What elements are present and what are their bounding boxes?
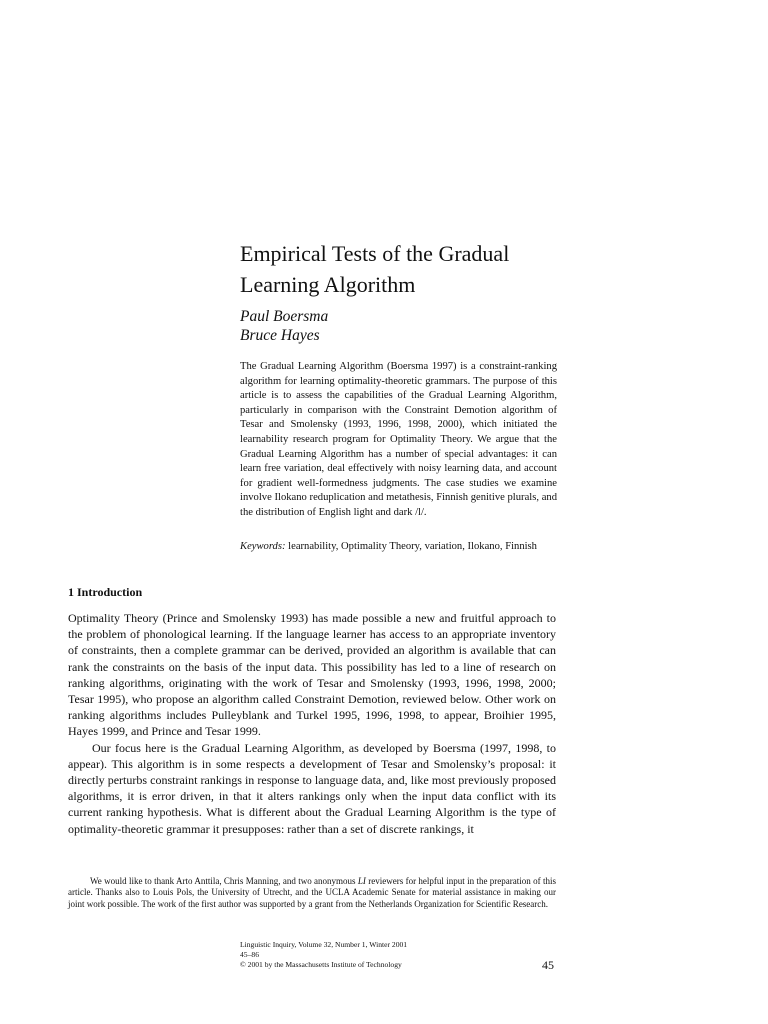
page-number: 45 — [542, 958, 554, 972]
author-name: Paul Boersma — [240, 308, 329, 325]
page-range: 45–86 — [240, 950, 259, 960]
author-list — [240, 308, 328, 345]
author-name: Bruce Hayes — [240, 326, 320, 344]
keywords-label: Keywords: — [240, 541, 286, 552]
abstract: The Gradual Learning Algorithm (Boersma 1997) is a constraint-ranking algorithm for learning optimality-theoretic grammars. The purpose of this article is to assess the capabilities of the Gradual Learning Algorithm, particularly in comparison with the Constraint Demotion algorithm of Tesar and Smolensky (1993, 1996, 1998, 2000), which initiated the learnability research program for Optimality Theory. We argue that the Gradual Learning Algorithm has a number of special advantages: it can learn free variation, deal effectively with noisy learning data, and account for gradient well-formedness judgments. The case studies we examine involve Ilokano reduplication and metathesis, Finnish genitive plurals, and the distribution of English light and dark /l/. — [240, 361, 557, 518]
body-text — [68, 610, 556, 837]
journal-abbreviation: LI — [357, 876, 366, 886]
section-heading: 1 Introduction — [68, 585, 143, 599]
article-title: Empirical Tests of the Gradual Learning Algorithm — [240, 241, 510, 297]
keywords — [240, 540, 570, 554]
acknowledgement-footnote — [68, 876, 556, 910]
footnote-text: We would like to thank Arto Anttila, Chris Manning, and two anonymous — [90, 876, 358, 886]
body-paragraph: Optimality Theory (Prince and Smolensky 1993) has made possible a new and fruitful approach to the problem of phonological learning. If the language learner has access to an appropriate inventory of constraints, then a complete grammar can be derived, provided an algorithm is available that can rank the constraints on the basis of the input data. This possibility has led to a line of research on ranking algorithms, originating with the work of Tesar and Smolensky (1993, 1996, 1998, 2000; Tesar 1995), who propose an algorithm called Constraint Demotion, reviewed below. Other work on ranking algorithms includes Pulleyblank and Turkel 1995, 1996, 1998, to appear, Broihier 1995, Hayes 1999, and Prince and Tesar 1999. — [68, 611, 556, 739]
copyright-notice: © 2001 by the Massachusetts Institute of Technology — [240, 960, 402, 970]
journal-citation: Linguistic Inquiry, Volume 32, Number 1, Winter 2001 — [240, 940, 408, 949]
keywords-list: learnability, Optimality Theory, variation, Ilokano, Finnish — [288, 541, 537, 552]
footnote-text: reviewers for helpful input in the preparation of this article. Thanks also to Louis Pols, the University of Utrecht, and the UCLA Academic Senate for material assistance in making our joint work possible. The work of the first author was supported by a grant from the Netherlands Organization for Scientific Research. — [68, 876, 556, 909]
body-paragraph: Our focus here is the Gradual Learning Algorithm, as developed by Boersma (1997, 1998, to appear). This algorithm is in some respects a development of Tesar and Smolensky’s proposal: it directly perturbs constraint rankings in response to language data, and, like most previously proposed algorithms, it is error driven, in that it alters rankings only when the input data conflict with its current ranking hypothesis. What is different about the Gradual Learning Algorithm is the type of optimality-theoretic grammar it presupposes: rather than a set of discrete rankings, it — [68, 740, 556, 836]
publication-info — [240, 940, 407, 971]
